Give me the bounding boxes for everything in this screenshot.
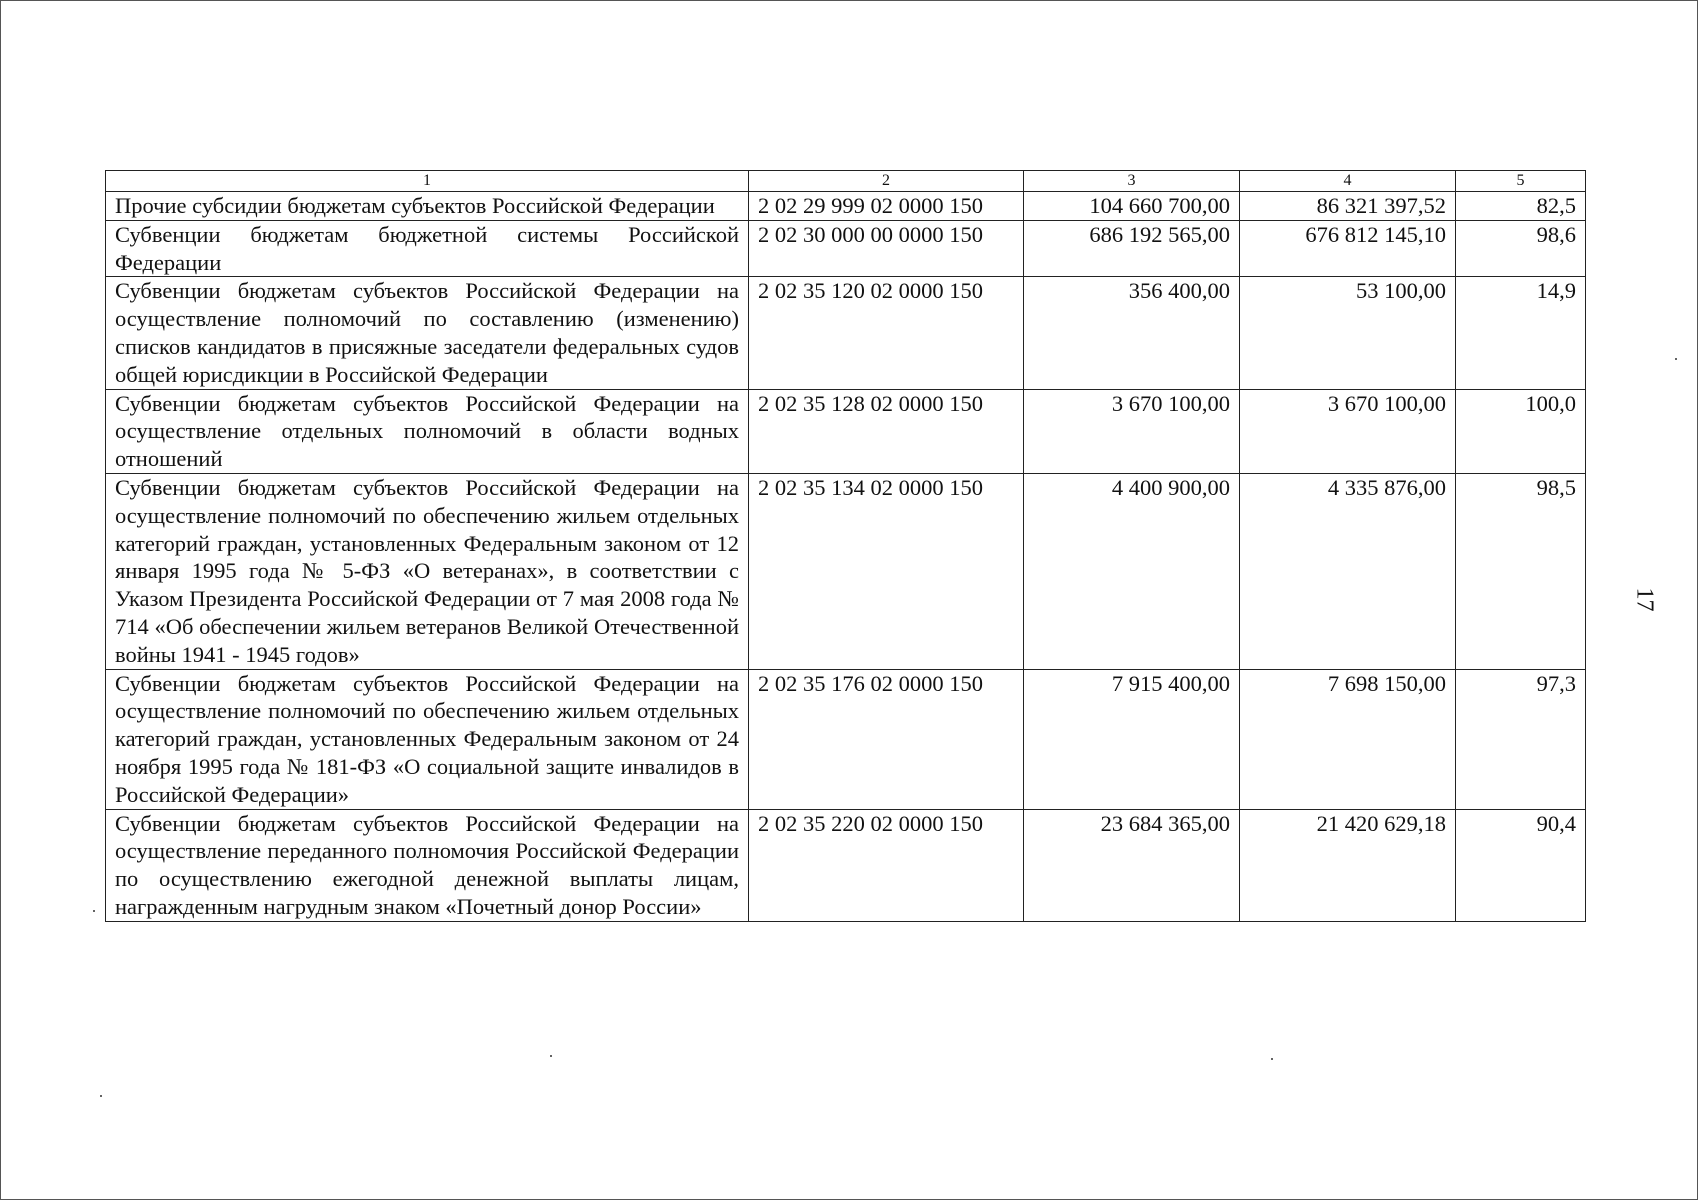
row-code: 2 02 35 120 02 0000 150	[749, 277, 1024, 389]
table-row	[106, 389, 1586, 473]
row-percent: 82,5	[1456, 192, 1586, 221]
row-description: Прочие субсидии бюджетам субъектов Российской Федерации	[106, 192, 749, 221]
row-percent: 98,5	[1456, 473, 1586, 669]
row-executed: 3 670 100,00	[1240, 389, 1456, 473]
row-description: Субвенции бюджетам субъектов Российской Федерации на осуществление полномочий по обеспечению жильем отдельных категорий граждан, установленных Федеральным законом от 12 января 1995 года № 5-ФЗ «О ветеранах», в соответствии с Указом Президента Российской Федерации от 7 мая 2008 года № 714 «Об обеспечении жильем ветеранов Великой Отечественной войны 1941 - 1945 годов»	[106, 473, 749, 669]
column-header: 1	[106, 171, 749, 192]
table-row	[106, 473, 1586, 669]
row-code: 2 02 35 220 02 0000 150	[749, 809, 1024, 921]
row-planned: 686 192 565,00	[1024, 220, 1240, 277]
table-header-row	[106, 171, 1586, 192]
table-row	[106, 809, 1586, 921]
scan-speck	[93, 910, 95, 912]
column-header: 4	[1240, 171, 1456, 192]
row-code: 2 02 35 176 02 0000 150	[749, 669, 1024, 809]
row-percent: 98,6	[1456, 220, 1586, 277]
row-planned: 4 400 900,00	[1024, 473, 1240, 669]
row-code: 2 02 35 128 02 0000 150	[749, 389, 1024, 473]
row-description: Субвенции бюджетам бюджетной системы Российской Федерации	[106, 220, 749, 277]
scan-speck	[1675, 358, 1677, 360]
scan-speck	[1271, 1058, 1273, 1060]
budget-table	[105, 170, 1586, 922]
row-code: 2 02 35 134 02 0000 150	[749, 473, 1024, 669]
table-row	[106, 277, 1586, 389]
table-row	[106, 192, 1586, 221]
table-row	[106, 669, 1586, 809]
column-header: 5	[1456, 171, 1586, 192]
row-executed: 676 812 145,10	[1240, 220, 1456, 277]
column-header: 2	[749, 171, 1024, 192]
row-description: Субвенции бюджетам субъектов Российской Федерации на осуществление переданного полномочия Российской Федерации по осуществлению ежегодной денежной выплаты лицам, награжденным нагрудным знаком «Почетный донор России»	[106, 809, 749, 921]
row-executed: 53 100,00	[1240, 277, 1456, 389]
row-executed: 86 321 397,52	[1240, 192, 1456, 221]
page-number: 17	[1631, 587, 1658, 612]
row-executed: 4 335 876,00	[1240, 473, 1456, 669]
scan-speck	[550, 1055, 552, 1057]
row-percent: 90,4	[1456, 809, 1586, 921]
row-planned: 23 684 365,00	[1024, 809, 1240, 921]
column-header: 3	[1024, 171, 1240, 192]
row-percent: 14,9	[1456, 277, 1586, 389]
row-percent: 100,0	[1456, 389, 1586, 473]
row-code: 2 02 29 999 02 0000 150	[749, 192, 1024, 221]
row-description: Субвенции бюджетам субъектов Российской Федерации на осуществление полномочий по составлению (изменению) списков кандидатов в присяжные заседатели федеральных судов общей юрисдикции в Российской Федерации	[106, 277, 749, 389]
row-percent: 97,3	[1456, 669, 1586, 809]
row-planned: 356 400,00	[1024, 277, 1240, 389]
row-planned: 7 915 400,00	[1024, 669, 1240, 809]
row-executed: 21 420 629,18	[1240, 809, 1456, 921]
row-planned: 104 660 700,00	[1024, 192, 1240, 221]
row-description: Субвенции бюджетам субъектов Российской Федерации на осуществление отдельных полномочий в области водных отношений	[106, 389, 749, 473]
table-row	[106, 220, 1586, 277]
row-code: 2 02 30 000 00 0000 150	[749, 220, 1024, 277]
scan-speck	[100, 1095, 102, 1097]
row-executed: 7 698 150,00	[1240, 669, 1456, 809]
row-description: Субвенции бюджетам субъектов Российской Федерации на осуществление полномочий по обеспечению жильем отдельных категорий граждан, установленных Федеральным законом от 24 ноября 1995 года № 181-ФЗ «О социальной защите инвалидов в Российской Федерации»	[106, 669, 749, 809]
row-planned: 3 670 100,00	[1024, 389, 1240, 473]
